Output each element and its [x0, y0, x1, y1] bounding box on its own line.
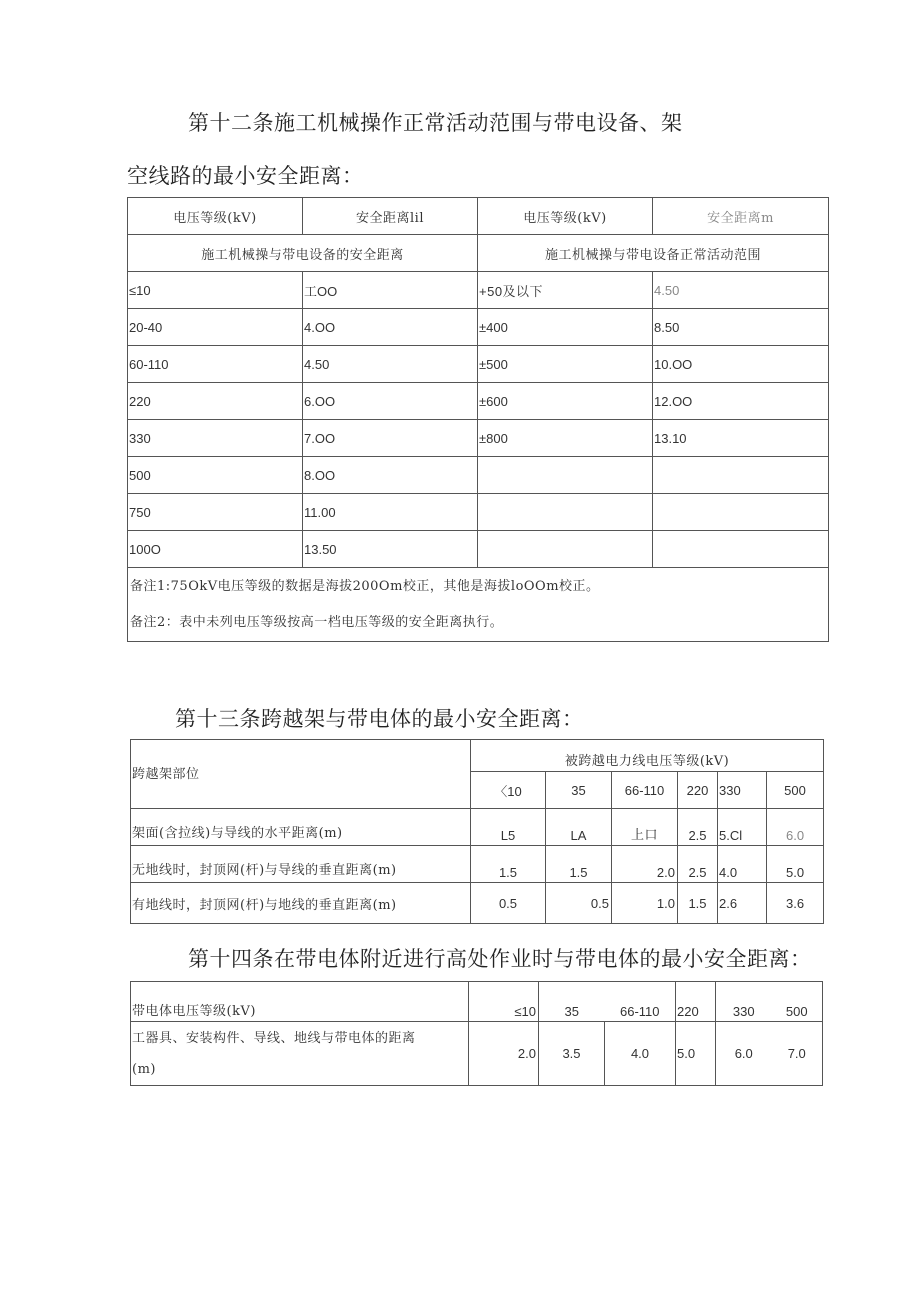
cell: 3.6	[767, 883, 824, 924]
cell: 1.0	[612, 883, 678, 924]
table-row	[128, 309, 829, 346]
cell: 5.Cl	[718, 809, 767, 846]
cell: 上口	[612, 809, 678, 846]
cell: ±600	[478, 383, 653, 420]
subheader-left: 施工机械操与带电设备的安全距离	[128, 235, 478, 272]
voltage-header: 66-110	[605, 982, 676, 1022]
cell: 7.0	[772, 1022, 823, 1086]
cell: 5.0	[767, 846, 824, 883]
table-row	[131, 846, 824, 883]
cell: 0.5	[546, 883, 612, 924]
cell: 3.5	[539, 1022, 605, 1086]
voltage-header: 35	[546, 772, 612, 809]
cell: 6.0	[767, 809, 824, 846]
section13-table	[130, 739, 824, 924]
cell: 工OO	[303, 272, 478, 309]
row-label-distance-line1: 工器具、安装构件、导线、地线与带电体的距离	[132, 1030, 416, 1046]
section12-table	[127, 197, 829, 642]
cell: 1.5	[546, 846, 612, 883]
voltage-header: 220	[676, 982, 716, 1022]
cell	[653, 531, 829, 568]
section12-heading-line2: 空线路的最小安全距离：	[127, 164, 364, 188]
cell: ±500	[478, 346, 653, 383]
row-label-distance-line2: (m)	[132, 1061, 156, 1077]
table-row	[128, 457, 829, 494]
table-row	[131, 883, 824, 924]
cell: 500	[128, 457, 303, 494]
cell: 13.10	[653, 420, 829, 457]
cell: 4.0	[605, 1022, 676, 1086]
cell: 12.OO	[653, 383, 829, 420]
table-row	[128, 346, 829, 383]
cell: 5.0	[676, 1022, 716, 1086]
cell: 10.OO	[653, 346, 829, 383]
cell: 8.OO	[303, 457, 478, 494]
cell: 0.5	[471, 883, 546, 924]
cell: 4.0	[718, 846, 767, 883]
cell: 2.0	[469, 1022, 539, 1086]
row-label: 有地线时，封顶网(杆)与地线的垂直距离(m)	[131, 883, 471, 924]
voltage-header: 220	[678, 772, 718, 809]
cell: LA	[546, 809, 612, 846]
cell: ±400	[478, 309, 653, 346]
cell: 20-40	[128, 309, 303, 346]
cell: 2.6	[718, 883, 767, 924]
voltage-header: 500	[767, 772, 824, 809]
cell: 220	[128, 383, 303, 420]
row-label-distance	[131, 1022, 469, 1086]
cell	[478, 457, 653, 494]
cell: 11.00	[303, 494, 478, 531]
cell: 4.OO	[303, 309, 478, 346]
cell	[653, 457, 829, 494]
voltage-header: 330	[718, 772, 767, 809]
cell	[653, 494, 829, 531]
cell: 7.OO	[303, 420, 478, 457]
cell: 6.OO	[303, 383, 478, 420]
row-label: 无地线时，封顶网(杆)与导线的垂直距离(m)	[131, 846, 471, 883]
cell: 1.5	[471, 846, 546, 883]
section14-heading: 第十四条在带电体附近进行高处作业时与带电体的最小安全距离：	[188, 947, 812, 971]
col-header-location: 跨越架部位	[131, 740, 471, 809]
group-header-voltage: 被跨越电力线电压等级(kV)	[471, 740, 824, 772]
table-row	[128, 494, 829, 531]
voltage-header: 500	[772, 982, 823, 1022]
section14-table	[130, 981, 823, 1086]
cell: 100O	[128, 531, 303, 568]
cell: 2.0	[612, 846, 678, 883]
header-voltage-left: 电压等级(kV)	[128, 198, 303, 235]
cell: L5	[471, 809, 546, 846]
section12-heading-line1: 第十二条施工机械操作正常活动范围与带电设备、架	[188, 111, 683, 135]
table-row	[128, 531, 829, 568]
header-distance-left: 安全距离lil	[303, 198, 478, 235]
cell: 6.0	[716, 1022, 772, 1086]
cell: 60-110	[128, 346, 303, 383]
voltage-header: 〈10	[471, 772, 546, 809]
table-row	[128, 420, 829, 457]
section13-heading: 第十三条跨越架与带电体的最小安全距离：	[175, 707, 584, 731]
table-row	[131, 1022, 823, 1086]
cell: 330	[128, 420, 303, 457]
table-row	[131, 809, 824, 846]
cell: 1.5	[678, 883, 718, 924]
cell: +50及以下	[478, 272, 653, 309]
cell: 4.50	[303, 346, 478, 383]
cell: 13.50	[303, 531, 478, 568]
header-voltage-right: 电压等级(kV)	[478, 198, 653, 235]
voltage-header: 330	[716, 982, 772, 1022]
cell: 4.50	[653, 272, 829, 309]
cell: 8.50	[653, 309, 829, 346]
cell	[478, 494, 653, 531]
voltage-header: ≤10	[469, 982, 539, 1022]
cell: ≤10	[128, 272, 303, 309]
cell: ±800	[478, 420, 653, 457]
cell	[478, 531, 653, 568]
subheader-right: 施工机械操与带电设备正常活动范围	[478, 235, 829, 272]
cell: 2.5	[678, 809, 718, 846]
table-row	[131, 982, 823, 1022]
table-row	[128, 383, 829, 420]
table-notes	[128, 568, 829, 642]
row-label-voltage: 带电体电压等级(kV)	[131, 982, 469, 1022]
row-label: 架面(含拉线)与导线的水平距离(m)	[131, 809, 471, 846]
voltage-header: 66-110	[612, 772, 678, 809]
header-distance-right: 安全距离m	[653, 198, 829, 235]
note-2: 备注2：表中未列电压等级按高一档电压等级的安全距离执行。	[130, 614, 504, 630]
note-1: 备注1:75OkV电压等级的数据是海拔200Om校正，其他是海拔loOOm校正。	[130, 578, 600, 594]
cell: 2.5	[678, 846, 718, 883]
table-row	[128, 272, 829, 309]
cell: 750	[128, 494, 303, 531]
voltage-header: 35	[539, 982, 605, 1022]
